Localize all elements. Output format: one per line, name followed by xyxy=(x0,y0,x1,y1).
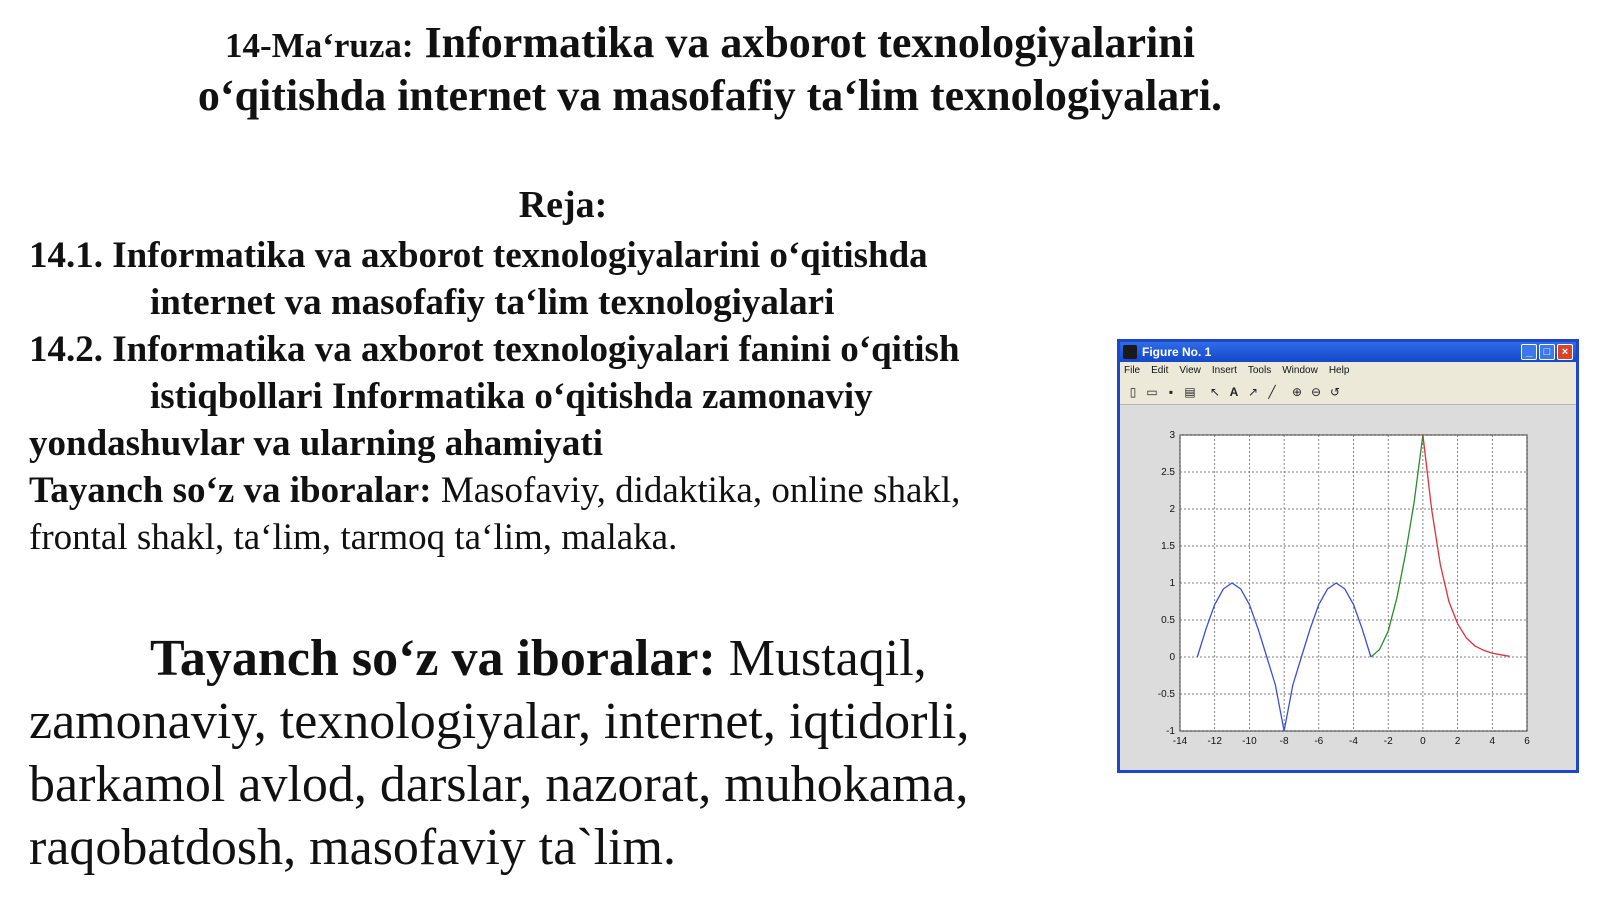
menu-tools[interactable]: Tools xyxy=(1247,365,1272,376)
y-tick-label: 2 xyxy=(1169,504,1175,515)
keywords-big-line1: Mustaqil, xyxy=(715,630,927,687)
x-tick-label: -14 xyxy=(1172,736,1188,747)
x-tick-label: -10 xyxy=(1242,736,1257,747)
plan-item-1-line1: 14.1. Informatika va axborot texnologiyalarini o‘qitishda xyxy=(29,235,928,276)
figure-window xyxy=(1117,339,1579,773)
keywords-big xyxy=(29,627,1089,879)
x-tick-label: -4 xyxy=(1349,736,1358,747)
y-tick-label: 0.5 xyxy=(1161,615,1175,626)
x-tick-label: 2 xyxy=(1454,736,1461,747)
menu-file[interactable]: File xyxy=(1124,365,1141,376)
plan-item-2-line3: yondashuvlar va ularning ahamiyati xyxy=(29,423,603,464)
figure-titlebar[interactable] xyxy=(1120,342,1576,362)
y-tick-label: 0 xyxy=(1169,652,1175,663)
figure-title: Figure No. 1 xyxy=(1142,345,1212,359)
keywords-small-line1: Masofaviy, didaktika, online shakl, xyxy=(431,470,961,511)
rotate-icon[interactable]: ↺ xyxy=(1329,385,1341,399)
y-tick-label: 3 xyxy=(1169,430,1175,441)
x-tick-label: -2 xyxy=(1383,736,1393,747)
y-tick-label: -1 xyxy=(1166,726,1175,737)
keywords-small-line2: frontal shakl, ta‘lim, tarmoq ta‘lim, malaka. xyxy=(29,517,678,558)
x-tick-label: -8 xyxy=(1279,736,1289,747)
lecture-title-line1: Informatika va axborot texnologiyalarini xyxy=(424,18,1195,67)
figure-toolbar xyxy=(1120,380,1576,405)
figure-menubar xyxy=(1120,362,1576,380)
y-tick-label: -0.5 xyxy=(1157,689,1175,700)
zoom-out-icon[interactable]: ⊖ xyxy=(1310,385,1322,399)
menu-view[interactable]: View xyxy=(1179,365,1201,376)
figure-plot xyxy=(1120,405,1576,767)
menu-edit[interactable]: Edit xyxy=(1151,365,1169,376)
y-tick-label: 1.5 xyxy=(1161,541,1175,552)
print-icon[interactable]: ▤ xyxy=(1184,385,1196,399)
y-tick-label: 2.5 xyxy=(1161,467,1175,478)
lecture-title xyxy=(100,18,1320,121)
keywords-big-line4: raqobatdosh, masofaviy ta`lim. xyxy=(29,819,676,876)
keywords-small-label: Tayanch so‘z va iboralar: xyxy=(29,470,432,511)
x-tick-label: 0 xyxy=(1420,736,1426,747)
lecture-number: 14-Ma‘ruza: xyxy=(225,26,414,65)
plan-item-2-line1: 14.2. Informatika va axborot texnologiyalari fanini o‘qitish xyxy=(29,329,960,370)
x-tick-label: -12 xyxy=(1207,736,1222,747)
minimize-button[interactable]: _ xyxy=(1521,344,1537,360)
keywords-big-line3: barkamol avlod, darslar, nazorat, muhokama, xyxy=(29,756,969,813)
plan-heading: Reja: xyxy=(518,184,608,226)
keywords-small xyxy=(29,467,1089,514)
open-folder-icon[interactable]: ▭ xyxy=(1146,385,1158,399)
menu-help[interactable]: Help xyxy=(1328,365,1350,376)
x-tick-label: -6 xyxy=(1314,736,1324,747)
maximize-button[interactable]: □ xyxy=(1539,344,1555,360)
save-icon[interactable]: ▪ xyxy=(1168,385,1174,399)
menu-insert[interactable]: Insert xyxy=(1211,365,1237,376)
pointer-arrow-icon[interactable]: ↖ xyxy=(1209,385,1221,399)
matlab-app-icon xyxy=(1123,345,1137,359)
line-tool-icon[interactable]: ╱ xyxy=(1268,385,1276,399)
new-file-icon[interactable]: ▯ xyxy=(1129,385,1137,399)
plan-item-2-line2: istiqbollari Informatika o‘qitishda zamonaviy xyxy=(150,376,873,417)
x-tick-label: 4 xyxy=(1489,736,1496,747)
text-tool-icon[interactable]: A xyxy=(1229,385,1239,399)
arrow-tool-icon[interactable]: ↗ xyxy=(1247,385,1259,399)
plan-list xyxy=(29,232,1089,561)
lecture-title-line2: o‘qitishda internet va masofafiy ta‘lim texnologiyalari. xyxy=(197,71,1223,120)
keywords-big-label: Tayanch so‘z va iboralar: xyxy=(150,630,716,687)
plan-item-1-line2: internet va masofafiy ta‘lim texnologiyalari xyxy=(150,282,835,323)
zoom-in-icon[interactable]: ⊕ xyxy=(1291,385,1303,399)
y-tick-label: 1 xyxy=(1169,578,1175,589)
x-tick-label: 6 xyxy=(1524,736,1530,747)
close-button[interactable]: × xyxy=(1557,344,1573,360)
keywords-big-line2: zamonaviy, texnologiyalar, internet, iqtidorli, xyxy=(29,693,970,750)
menu-window[interactable]: Window xyxy=(1282,365,1318,376)
